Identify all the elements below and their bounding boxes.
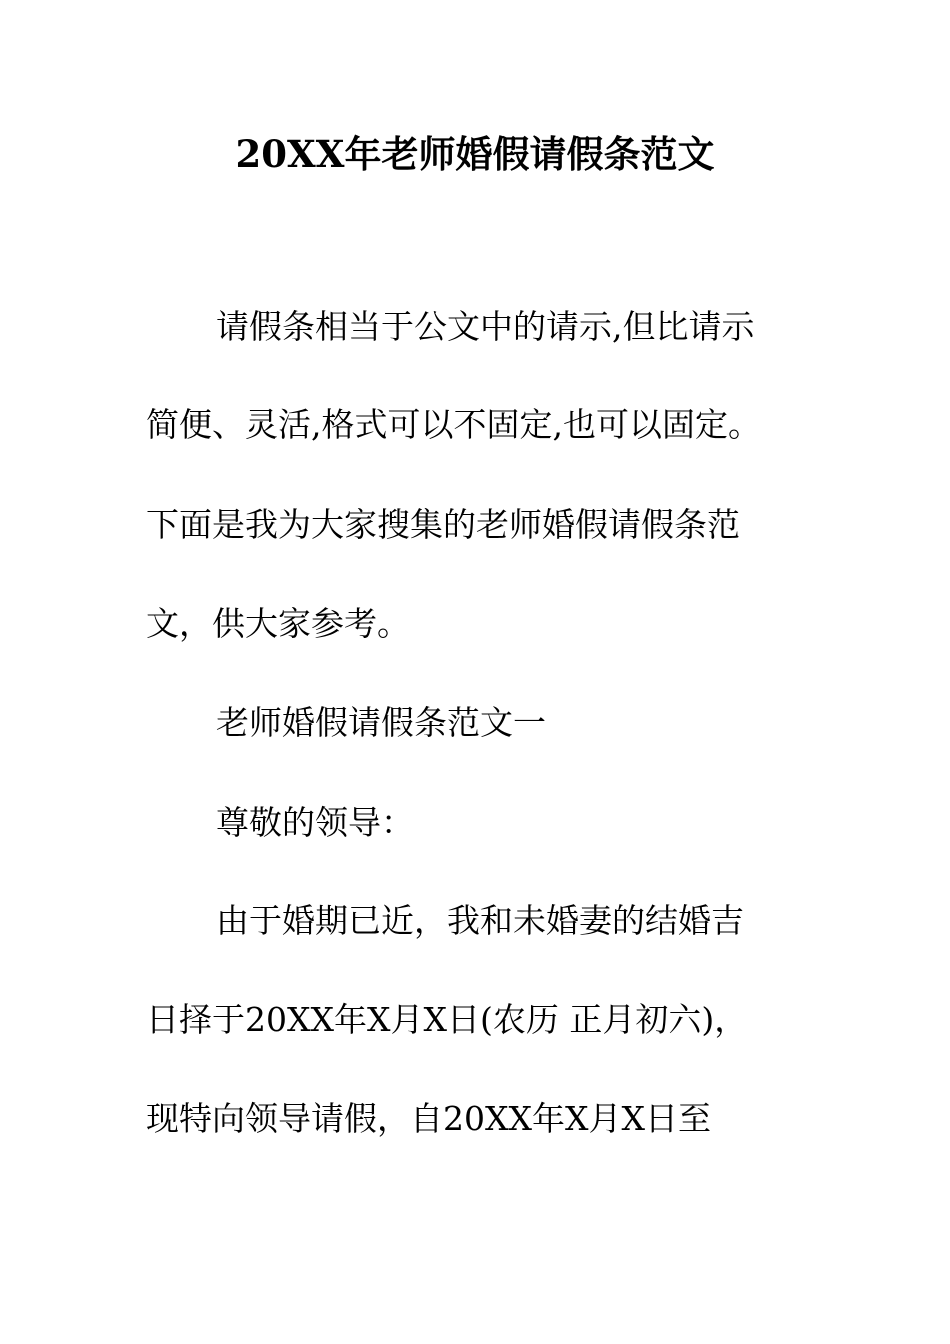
letter-line-1: 由于婚期已近，我和未婚妻的结婚吉 (216, 901, 744, 940)
paragraph-line-3: 下面是我为大家搜集的老师婚假请假条范 (146, 505, 740, 544)
paragraph-line-2: 简便、灵活,格式可以不固定,也可以固定。 (146, 405, 761, 444)
section-heading: 老师婚假请假条范文一 (216, 703, 546, 742)
letter-line-3: 现特向领导请假，自20XX年X月X日至 (146, 1099, 711, 1138)
paragraph-line-4: 文，供大家参考。 (146, 604, 410, 643)
letter-line-2: 日择于20XX年X月X日(农历 正月初六)， (146, 1000, 748, 1039)
document-title: 20XX年老师婚假请假条范文 (235, 132, 715, 176)
paragraph-line-1: 请假条相当于公文中的请示,但比请示 (216, 307, 755, 346)
salutation: 尊敬的领导： (216, 803, 414, 842)
